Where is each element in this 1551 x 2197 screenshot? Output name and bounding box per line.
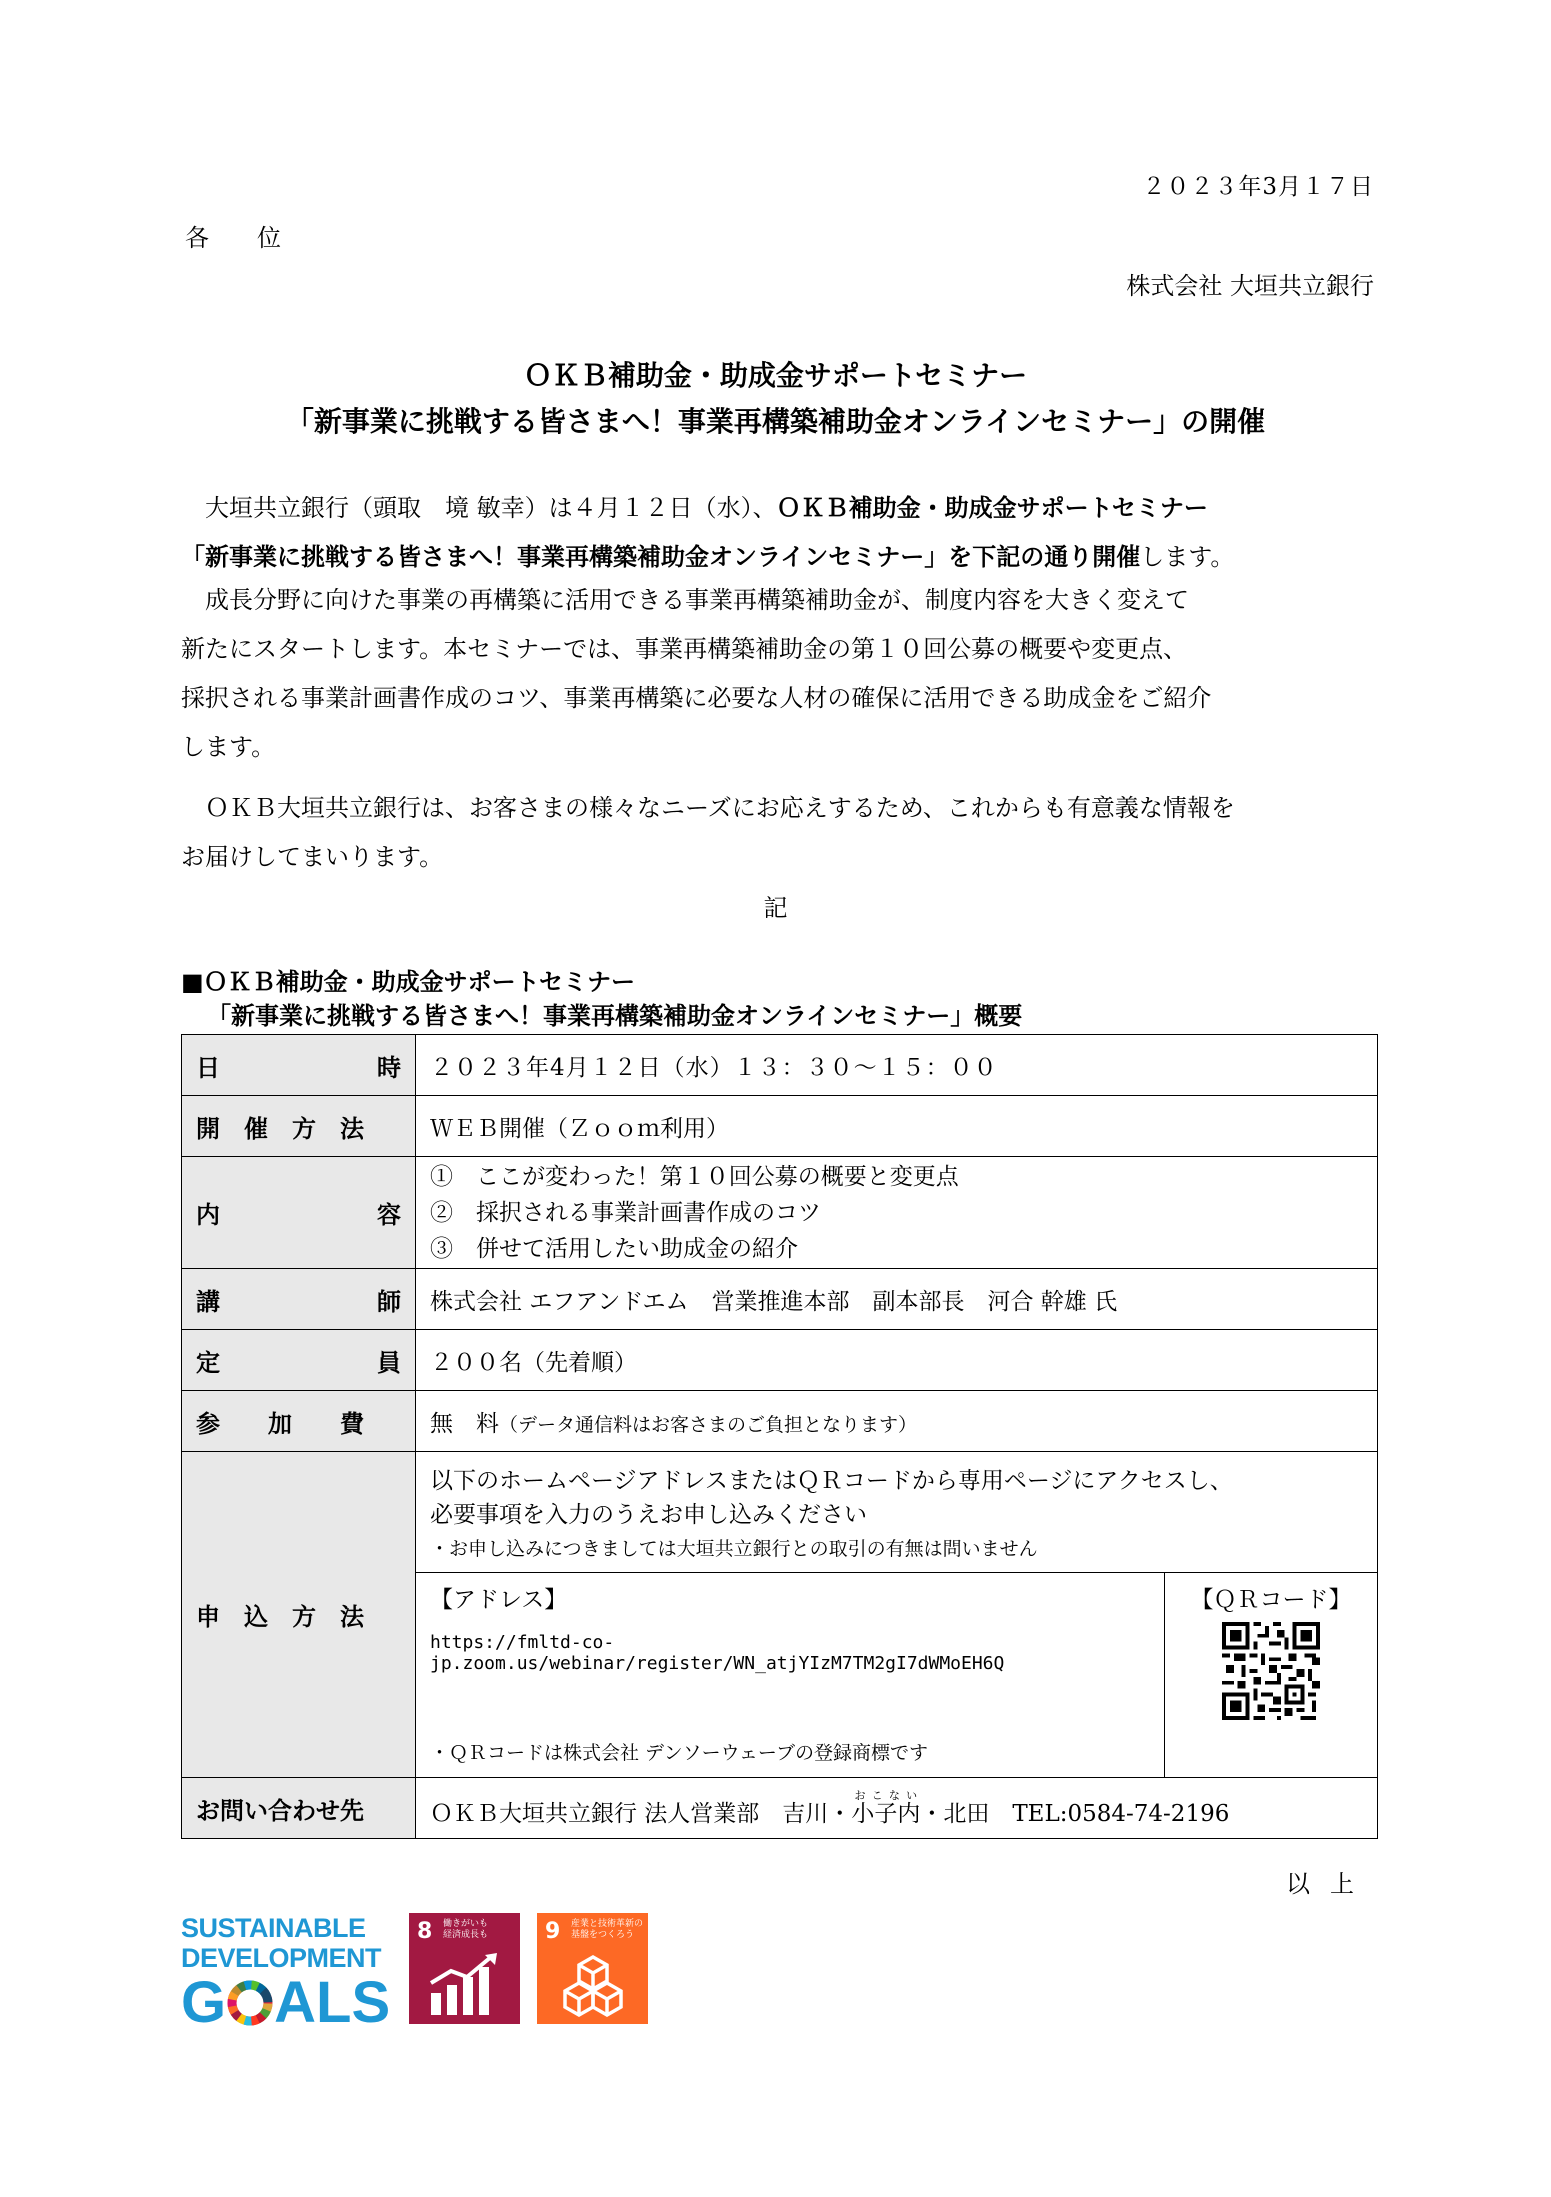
ki-mark: 記	[763, 894, 788, 922]
sdg-goal-8-tile	[409, 1913, 520, 2024]
p2-line-1: 成長分野に向けた事業の再構築に活用できる事業再構築補助金が、制度内容を大きく変えて	[205, 586, 1189, 614]
label-datetime-2: 時	[377, 1053, 401, 1082]
label-lecturer-1: 講	[196, 1287, 220, 1316]
value-lecturer: 株式会社 エフアンドエム 営業推進本部 副本部長 河合 幹雄 氏	[416, 1269, 1378, 1330]
content-item: ② 採択される事業計画書作成のコツ	[430, 1199, 821, 1226]
contact-ruby: おこない	[851, 1788, 921, 1802]
p1-end: します。	[1140, 543, 1235, 571]
goal-9-caption: 産業と技術革新の 基盤をつくろう	[571, 1919, 644, 1940]
document-date: ２０２３年3月１７日	[1142, 174, 1374, 200]
p2-line-3: 採択される事業計画書作成のコツ、事業再構築に必要な人材の確保に活用できる助成金をご紹介	[181, 684, 1212, 712]
p1-text: 大垣共立銀行（頭取 境 敏幸）は４月１２日（水）、	[205, 494, 777, 522]
content-item: ① ここが変わった！第１０回公募の概要と変更点	[430, 1163, 959, 1190]
qr-code-icon[interactable]	[1222, 1622, 1320, 1720]
sdgs-logo-line-1: SUSTAINABLE	[181, 1913, 366, 1943]
title-line-2: 「新事業に挑戦する皆さまへ！事業再構築補助金オンラインセミナー」の開催	[285, 405, 1266, 438]
apply-instructions	[416, 1452, 1377, 1573]
title-line-1: ＯＫＢ補助金・助成金サポートセミナー	[523, 359, 1028, 392]
paragraph-3	[181, 784, 1376, 882]
label-lecturer-2: 師	[377, 1287, 401, 1316]
fee-value: 無 料	[430, 1410, 499, 1437]
goal-9-number: 9	[545, 1919, 561, 1944]
sdg-goal-9-tile	[537, 1913, 648, 2024]
label-fee: 参 加 費	[182, 1391, 416, 1452]
paragraph-1	[181, 484, 1376, 582]
p1-bold-2: 「新事業に挑戦する皆さまへ！事業再構築補助金オンラインセミナー」を下記の通り開催	[181, 543, 1141, 571]
row-content	[182, 1157, 1378, 1269]
sdgs-logo-als: ALS	[274, 1970, 391, 2035]
growth-chart-icon	[427, 1953, 503, 2017]
issuer-company: 株式会社 大垣共立銀行	[1126, 272, 1374, 300]
sdgs-logo-g: G	[181, 1970, 227, 2035]
section-heading-2: 「新事業に挑戦する皆さまへ！事業再構築補助金オンラインセミナー」概要	[207, 1002, 1023, 1030]
apply-access	[416, 1573, 1377, 1777]
p3-line-1: ＯＫＢ大垣共立銀行は、お客さまの様々なニーズにお応えするため、これからも有意義な情報を	[205, 794, 1235, 822]
row-fee	[182, 1391, 1378, 1452]
goal-8-caption: 働きがいも 経済成長も	[443, 1919, 489, 1940]
label-apply: 申 込 方 法	[182, 1452, 416, 1778]
paragraph-2	[181, 576, 1376, 772]
qr-heading: 【ＱＲコード】	[1190, 1587, 1352, 1613]
addressee: 各 位	[185, 224, 281, 252]
label-method: 開 催 方 法	[182, 1096, 416, 1157]
row-apply	[182, 1452, 1378, 1778]
p2-line-2: 新たにスタートします。本セミナーでは、事業再構築補助金の第１０回公募の概要や変更点、	[181, 635, 1188, 663]
row-capacity	[182, 1330, 1378, 1391]
apply-note: ・お申し込みにつきましては大垣共立銀行との取引の有無は問いません	[430, 1538, 1038, 1560]
label-contact: お問い合わせ先	[182, 1778, 416, 1839]
fee-note: （データ通信料はお客さまのご負担となります）	[499, 1413, 918, 1436]
contact-name-kozn	[851, 1788, 921, 1827]
contact-kozn: 小子内	[851, 1800, 921, 1827]
row-datetime	[182, 1035, 1378, 1096]
label-datetime-1: 日	[196, 1053, 220, 1082]
row-method	[182, 1096, 1378, 1157]
value-capacity: ２００名（先着順）	[416, 1330, 1378, 1391]
row-lecturer	[182, 1269, 1378, 1330]
apply-line-2: 必要事項を入力のうえお申し込みください	[430, 1502, 867, 1528]
section-heading-1: ■ＯＫＢ補助金・助成金サポートセミナー	[181, 968, 635, 996]
p3-line-2: お届けしてまいります。	[181, 843, 444, 871]
value-apply	[416, 1452, 1378, 1778]
contact-text-b: ・北田 TEL:0584-74-2196	[920, 1800, 1230, 1827]
row-contact	[182, 1778, 1378, 1839]
address-box	[416, 1573, 1165, 1777]
value-datetime: ２０２３年4月１２日（水）１３：３０～１５：００	[416, 1035, 1378, 1096]
seminar-summary-table	[181, 1034, 1378, 1839]
value-fee	[416, 1391, 1378, 1452]
sdgs-logo-goals	[181, 1970, 395, 2035]
apply-line-1: 以下のホームページアドレスまたはＱＲコードから専用ページにアクセスし、	[430, 1468, 1233, 1494]
label-content-1: 内	[196, 1201, 220, 1229]
goal-8-number: 8	[417, 1919, 433, 1944]
content-item: ③ 併せて活用したい助成金の紹介	[430, 1235, 798, 1262]
contact-text-a: ＯＫＢ大垣共立銀行 法人営業部 吉川・	[430, 1800, 852, 1827]
closing-ijo: 以上	[1286, 1870, 1374, 1898]
p2-line-4: します。	[181, 733, 276, 761]
qr-trademark-note: ・ＱＲコードは株式会社 デンソーウェーブの登録商標です	[430, 1742, 928, 1764]
sdgs-logo-line-2: DEVELOPMENT	[181, 1943, 382, 1973]
sdgs-logo	[181, 1913, 395, 2033]
value-method: ＷＥＢ開催（Ｚｏｏｍ利用）	[416, 1096, 1378, 1157]
qr-box	[1165, 1573, 1377, 1777]
label-capacity-1: 定	[196, 1348, 220, 1377]
cube-blocks-icon	[555, 1953, 631, 2017]
address-heading: 【アドレス】	[430, 1587, 568, 1613]
p1-bold-1: ＯＫＢ補助金・助成金サポートセミナー	[776, 494, 1208, 522]
value-contact	[416, 1778, 1378, 1839]
label-capacity-2: 員	[377, 1348, 401, 1377]
value-content	[416, 1157, 1378, 1269]
sdgs-wheel-icon	[226, 1979, 274, 2027]
label-content-2: 容	[377, 1201, 401, 1229]
address-url[interactable]: https://fmltd-co-jp.zoom.us/webinar/register/WN_atjYIzM7TM2gI7dWMoEH6Q	[430, 1632, 1005, 1674]
